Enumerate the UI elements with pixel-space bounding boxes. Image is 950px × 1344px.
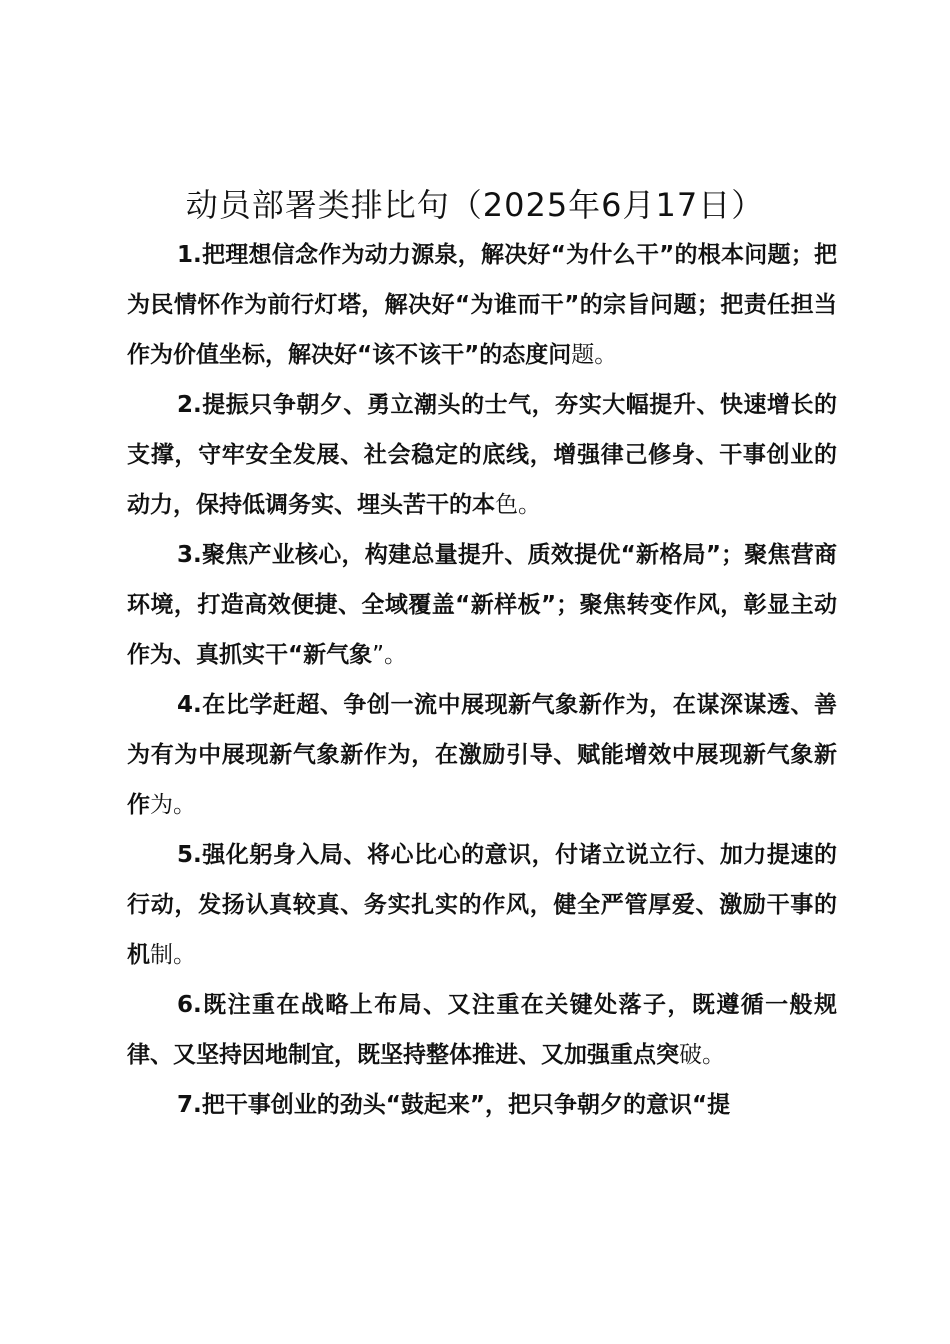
paragraph-7	[127, 1080, 837, 1130]
paragraph-5-text: 5.强化躬身入局、将心比心的意识，付诸立说立行、加力提速的行动，发扬认真较真、务实扎实的作风，健全严管厚爱、激励干事的机	[127, 842, 837, 968]
paragraph-1-tail: 题。	[571, 342, 618, 368]
paragraph-3-text: 3.聚焦产业核心，构建总量提升、质效提优“新格局”；聚焦营商环境，打造高效便捷、全域覆盖“新样板”；聚焦转变作风，彰显主动作为、真抓实干“新气象	[127, 542, 837, 668]
paragraph-4-text: 4.在比学赶超、争创一流中展现新气象新作为，在谋深谋透、善为有为中展现新气象新作为，在激励引导、赋能增效中展现新气象新作	[127, 692, 837, 818]
document-title: 动员部署类排比句（2025年6月17日）	[185, 186, 765, 224]
paragraph-1	[127, 230, 837, 380]
paragraph-2-tail: 色。	[495, 492, 541, 518]
paragraph-3-tail: ”。	[372, 642, 408, 668]
paragraph-7-text: 7.把干事创业的劲头“鼓起来”，把只争朝夕的意识“提	[177, 1092, 731, 1118]
paragraph-6	[127, 980, 837, 1080]
paragraph-3	[127, 530, 837, 680]
paragraph-2-text: 2.提振只争朝夕、勇立潮头的士气，夯实大幅提升、快速增长的支撑，守牢安全发展、社会稳定的底线，增强律己修身、干事创业的动力，保持低调务实、埋头苦干的本	[127, 392, 837, 518]
paragraph-1-text: 1.把理想信念作为动力源泉，解决好“为什么干”的根本问题；把为民情怀作为前行灯塔，解决好“为谁而干”的宗旨问题；把责任担当作为价值坐标，解决好“该不该干”的态度问	[127, 242, 837, 368]
paragraph-4-tail: 为。	[150, 792, 196, 818]
paragraph-2	[127, 380, 837, 530]
paragraph-5-tail: 制。	[150, 942, 196, 968]
paragraph-4	[127, 680, 837, 830]
document-body	[127, 230, 837, 1130]
paragraph-6-text: 6.既注重在战略上布局、又注重在关键处落子，既遵循一般规律、又坚持因地制宜，既坚持整体推进、又加强重点突	[127, 992, 837, 1068]
paragraph-6-tail: 破。	[679, 1042, 725, 1068]
paragraph-5	[127, 830, 837, 980]
